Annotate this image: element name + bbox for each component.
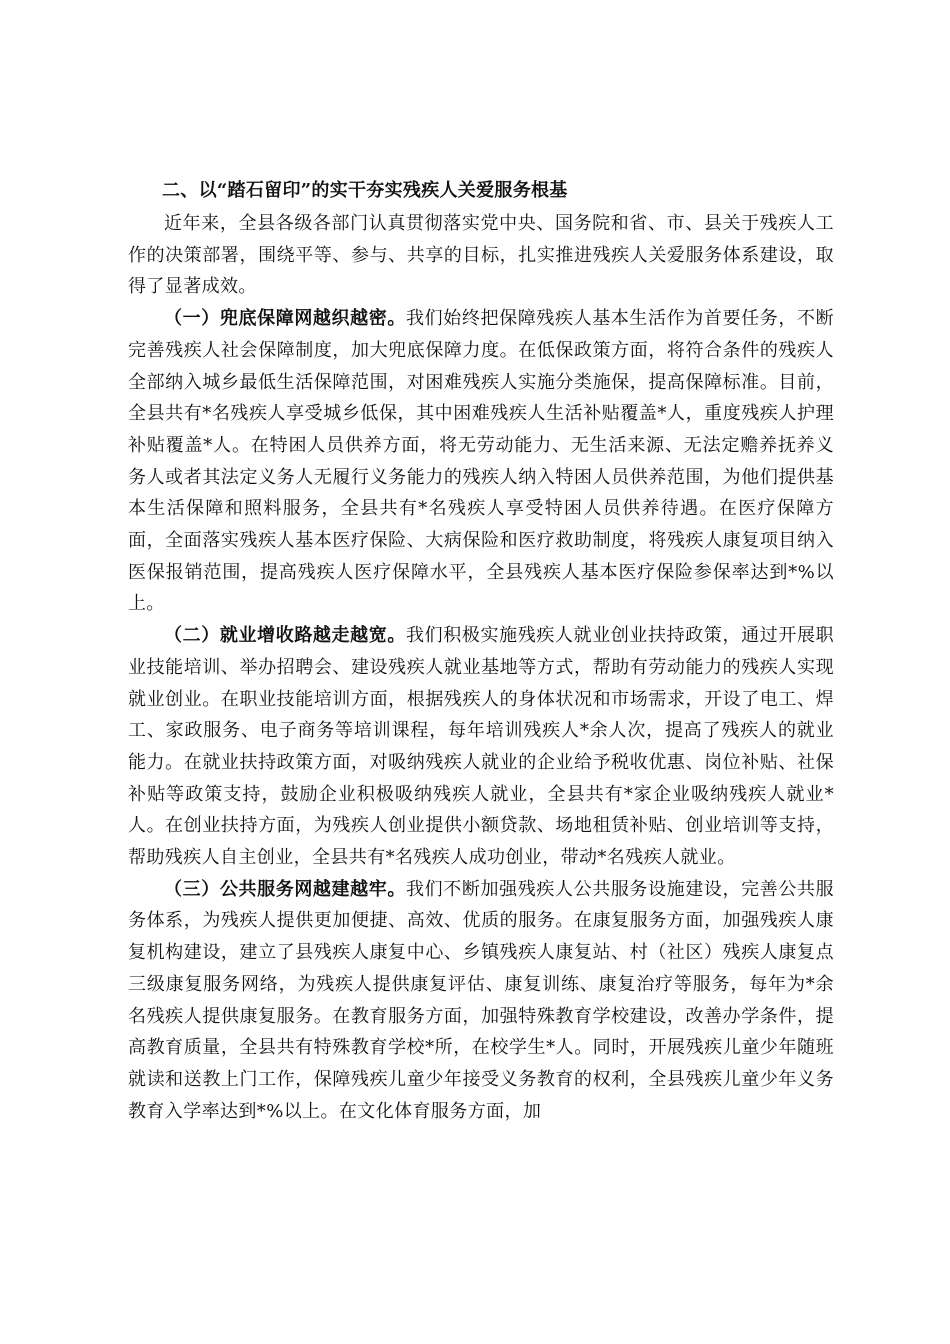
document-body xyxy=(128,174,834,1127)
subsection-paragraph-2 xyxy=(128,620,834,874)
subsection-lead-1: （一）兜底保障网越织越密。 xyxy=(164,308,407,330)
subsection-text-1: 我们始终把保障残疾人基本生活作为首要任务，不断完善残疾人社会保障制度，加大兜底保障力度。在低保政策方面，将符合条件的残疾人全部纳入城乡最低生活保障范围，对困难残疾人实施分类施保，提高保障标准。目前，全县共有*名残疾人享受城乡低保，其中困难残疾人生活补贴覆盖*人，重度残疾人护理补贴覆盖*人。在特困人员供养方面，将无劳动能力、无生活来源、无法定赡养抚养义务人或者其法定义务人无履行义务能力的残疾人纳入特困人员供养范围，为他们提供基本生活保障和照料服务，全县共有*名残疾人享受特困人员供养待遇。在医疗保障方面，全面落实残疾人基本医疗保险、大病保险和医疗救助制度，将残疾人康复项目纳入医保报销范围，提高残疾人医疗保障水平，全县残疾人基本医疗保险参保率达到*%以上。 xyxy=(128,308,835,615)
section-heading: 二、以“踏石留印”的实干夯实残疾人关爱服务根基 xyxy=(162,180,568,201)
subsection-paragraph-1 xyxy=(128,303,834,620)
subsection-lead-3: （三）公共服务网越建越牢。 xyxy=(164,878,407,900)
subsection-text-3: 我们不断加强残疾人公共服务设施建设，完善公共服务体系，为残疾人提供更加便捷、高效、优质的服务。在康复服务方面，加强残疾人康复机构建设，建立了县残疾人康复中心、乡镇残疾人康复站、村（社区）残疾人康复点三级康复服务网络，为残疾人提供康复评估、康复训练、康复治疗等服务，每年为*余名残疾人提供康复服务。在教育服务方面，加强特殊教育学校建设，改善办学条件，提高教育质量，全县共有特殊教育学校*所，在校学生*人。同时，开展残疾儿童少年随班就读和送教上门工作，保障残疾儿童少年接受义务教育的权利，全县残疾儿童少年义务教育入学率达到*%以上。在文化体育服务方面，加 xyxy=(128,878,835,1122)
subsection-text-2: 我们积极实施残疾人就业创业扶持政策，通过开展职业技能培训、举办招聘会、建设残疾人就业基地等方式，帮助有劳动能力的残疾人实现就业创业。在职业技能培训方面，根据残疾人的身体状况和市场需求，开设了电工、焊工、家政服务、电子商务等培训课程，每年培训残疾人*余人次，提高了残疾人的就业能力。在就业扶持政策方面，对吸纳残疾人就业的企业给予税收优惠、岗位补贴、社保补贴等政策支持，鼓励企业积极吸纳残疾人就业，全县共有*家企业吸纳残疾人就业*人。在创业扶持方面，为残疾人创业提供小额贷款、场地租赁补贴、创业培训等支持，帮助残疾人自主创业，全县共有*名残疾人成功创业，带动*名残疾人就业。 xyxy=(128,625,835,869)
intro-paragraph: 近年来，全县各级各部门认真贯彻落实党中央、国务院和省、市、县关于残疾人工作的决策部署，围绕平等、参与、共享的目标，扎实推进残疾人关爱服务体系建设，取得了显著成效。 xyxy=(128,213,834,298)
subsection-paragraph-3 xyxy=(128,874,834,1128)
subsection-lead-2: （二）就业增收路越走越宽。 xyxy=(164,625,407,647)
